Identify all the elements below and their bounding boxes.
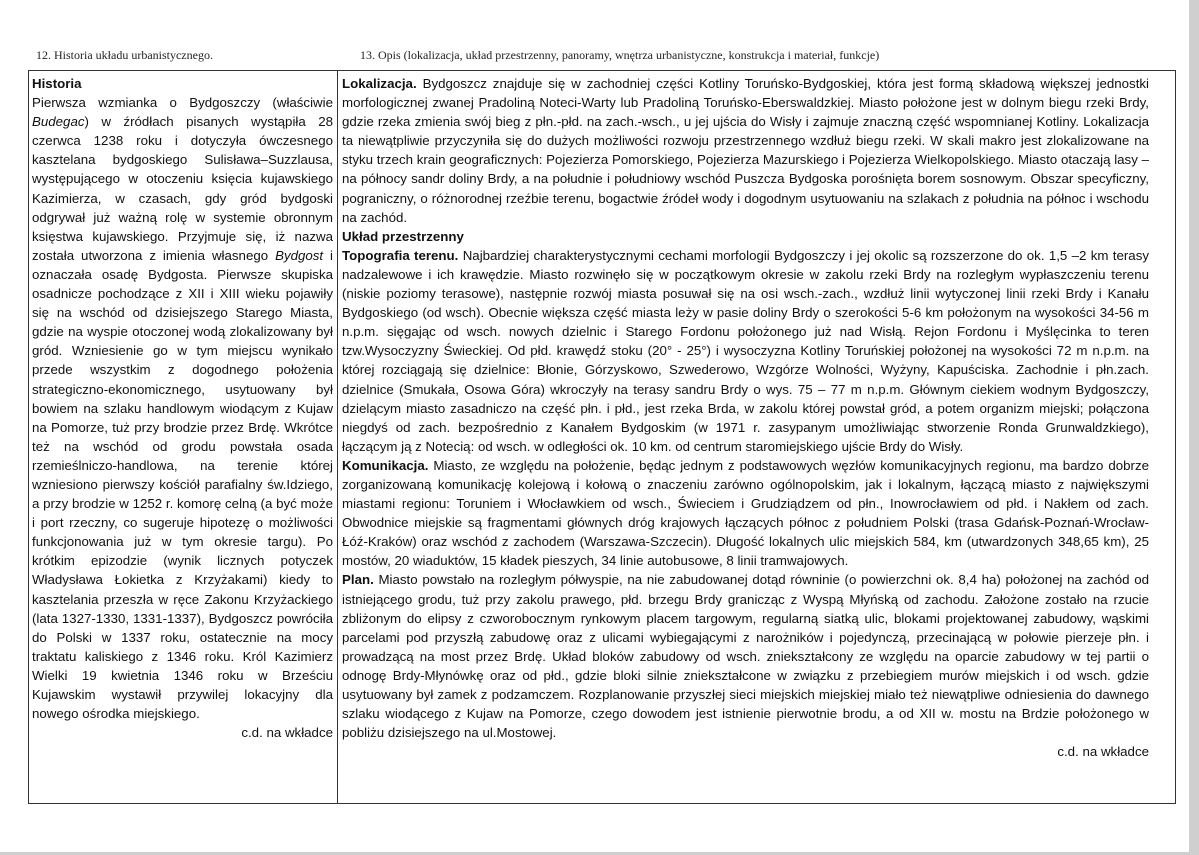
scan-edge-right (1189, 0, 1199, 855)
name-bydgost: Bydgost (275, 247, 324, 263)
plan-paragraph: Plan. Miasto powstało na rozległym półwyspie, na nie zabudowanej dotąd równinie (o powierzchni ok. 8,4 ha) położonej na zachód od istniejącego grodu, tuż przy zakolu prawego, płd. brzegu Brdy granicząc z Wyspą Młyńską od zachodu. Założone zostało na rzucie zbliżonym do elipsy z czworobocznym rynkowym placem targowym, regularną siatką ulic, blokami projektowanej zabudowy, wąskimi parcelami pod przyszłą zabudowę oraz z ulicami wybiegającymi z narożników i pojedynczą, przecinającą w połowie pierzeje płn. i prowadzącą na most przez Brdę. Układ bloków zabudowy od wsch. zniekształcony ze względu na oparcie zabudowy w tej partii o odnogę Brdy-Młynówkę oraz od płd., gdzie bloki silnie zniekształcone w związku z przebiegiem murów miejskich i od wsch. gdzie usytuowany był zamek z podzamczem. Rozplanowanie przyszłej sieci miejskich miejskiej miało też niewątpliwe odniesienia do dawnego szlaku wiodącego z Kujaw na Pomorze, czego dowodem jest istnienie pierwotnie brodu, a od XII w. mostu na Brdzie położonego w pobliżu dzisiejszego na ul.Mostowej. (342, 572, 1149, 741)
spatial-layout-heading: Układ przestrzenny (342, 228, 464, 244)
history-continued-note: c.d. na wkładce (241, 725, 333, 741)
history-paragraph: Pierwsza wzmianka o Bydgoszczy (właściwie Budegac) w źródłach pisanych wystąpiła 28 czerwca 1238 roku i dotyczyła ówczesnego kasztelana bydgoskiego Sulisława–Suzzlausa, występującego w otoczeniu księcia kujawskiego Kazimierza, w czasach, gdy gród bydgoski odgrywał już ważną rolę w systemie obronnym księstwa kujawskiego. Przyjmuje się, iż nazwa została utworzona z imienia własnego Bydgost i oznaczała osadę Bydgosta. Pierwsze skupiska osadnicze pochodzące z XII i XIII wieku pojawiły się na wschód od dzisiejszego Starego Miasta, gdzie na wyspie otoczonej wodą zlokalizowany był gród. Wzniesienie go w tym miejscu wynikało przede wszystkim z dogodnego położenia strategiczno-ekonomicznego, usytuowany był bowiem na szlaku handlowym wiodącym z Kujaw na Pomorze, tuż przy brodzie przez Brdę. Wkrótce też na wschód od grodu powstała osada rzemieślniczo-handlowa, na terenie której wzniesiono pierwszy kościół parafialny św.Idziego, a przy brodzie w 1252 r. komorę celną (a być może i port rzeczny, co sugeruje hipotezę o możliwości funkcjonowania już w tym okresie targu). Po krótkim epizodzie (wynik licznych potyczek Władysława Łokietka z Krzyżakami) kiedy to kasztelania przeszła w ręce Zakonu Krzyżackiego (lata 1327-1330, 1331-1337), Bydgoszcz powróciła do Polski w 1337 roku, ostatecznie na mocy traktatu kaliskiego z 1346 roku. Król Kazimierz Wielki 19 kwietnia 1346 roku w Brześciu Kujawskim wystawił przywilej lokacyjny dla nowego ośrodka miejskiego. (32, 95, 334, 722)
location-label: Lokalizacja. (342, 76, 417, 91)
column-divider (337, 70, 338, 804)
section-13-title: 13. Opis (lokalizacja, układ przestrzenny, panoramy, wnętrza urbanistyczne, konstrukcja i materiał, funkcje) (360, 48, 880, 62)
table-bottom-border (28, 803, 1176, 804)
description-column (342, 74, 1149, 761)
table-top-border (28, 70, 1176, 71)
transport-paragraph: Komunikacja. Miasto, ze względu na położenie, będąc jednym z podstawowych węzłów komunikacyjnych regionu, ma bardzo dobrze zorganizowaną komunikację kolejową i kołową o znaczeniu zarówno ogólnopolskim, jak i lokalnym, łączącą miasto z największymi miastami regionu: Toruniem i Włocławkiem od wsch., Świeciem i Grudziądzem od płn., Inowrocławiem od płd. i Nakłem od zach. Obwodnice miejskie są fragmentami głównych dróg krajowych łączących północ z południem Polski (trasa Gdańsk-Poznań-Wrocław-Łóź-Kraków) oraz wschód z zachodem (Warszawa-Szczecin). Długość lokalnych ulic miejskich 584, km (utwardzonych 348,65 km), 25 mostów, 20 wiaduktów, 15 kładek pieszych, 34 linie autobusowe, 8 linii tramwajowych. (342, 457, 1149, 569)
name-budegac: Budegac (32, 114, 85, 130)
section-12-title: 12. Historia układu urbanistycznego. (36, 48, 213, 62)
topography-paragraph: Topografia terenu. Najbardziej charakterystycznymi cechami morfologii Bydgoszczy i jej okolic są rozszerzone do ok. 1,5 –2 km terasy nadzalewowe i ich krawędzie. Miasto rozwinęło się w początkowym okresie w zakolu rzeki Brdy na rozległym wypłaszczeniu terenu (niskie poziomy terasowe), następnie rozwój miasta posuwał się na osi wsch.-zach., wzdłuż linii wytyczonej linii rzeki Brdy i Kanału Bydgoskiego (od wsch). Obecnie większa część miasta leży w pasie doliny Brdy o szerokości 5-6 km położonym na wysokości 34-56 m n.p.m. sięgając od wsch. nowych dzielnic i Starego Fordonu położonego już nad Wisłą. Rejon Fordonu i Myślęcinka to teren tzw.Wysoczyzny Świeckiej. Od płd. krawędź stoku (20° - 25°) i wysoczyzna Kotliny Toruńskiej położonej na wysokości 72 m n.p.m. na której rozciągają się dzielnice: Błonie, Górzyskowo, Szwederowo, Wzgórze Wolności, Wyżyny, Kapuściska. Zachodnie i płn.zach. dzielnice (Smukała, Osowa Góra) wkroczyły na terasy sandru Brdy o wys. 75 – 77 m n.p.m. Głównym ciekiem wodnym Bydgoszczy, dzielącym miasto zasadniczo na część płn. i płd., jest rzeka Brda, w zakolu której powstał gród, a potem organizm miejski; połączona niegdyś od zach. bezpośrednio z Kanałem Bydgoskim (w 1971 r. zasypanym umożliwiając stworzenie Ronda Grunwaldzkiego), łączącym ją z Notecią: od wsch. w odległości ok. 10 km. od centrum staromiejskiego ujście Brdy do Wisły. (342, 247, 1149, 454)
history-heading: Historia (32, 76, 82, 91)
table-right-border (1175, 70, 1176, 804)
description-continued-note: c.d. na wkładce (1057, 744, 1149, 760)
location-paragraph: Lokalizacja. Bydgoszcz znajduje się w zachodniej części Kotliny Toruńsko-Bydgoskiej, która jest formą składową większej jednostki morfologicznej zwanej Pradoliną Noteci-Warty lub Pradoliną Toruńsko-Eberswaldzkiej. Miasto położone jest w dolnym biegu rzeki Brdy, gdzie rzeka zmienia swój bieg z płn.-płd. na zach.-wsch., u jej ujścia do Wisły i zajmuje znaczną część wspomnianej Kotliny. Lokalizacja ta niewątpliwie przyczyniła się do dużych możliwości rozwoju przestrzennego wzdłuż biegu rzeki. W skali makro jest zlokalizowane na styku trzech krain geograficznych: Pojezierza Pomorskiego, Pojezierza Mazurskiego i Pojezierza Wielkopolskiego. Miasto otaczają lasy – na północy sandr doliny Brdy, a na południe i południowy wschód Puszcza Bydgoska porośnięta borem sosnowym. Obszar specyficzny, pograniczny, o różnorodnej rzeźbie terenu, bogactwie źródeł wody i dogodnym usytuowaniu na szlakach z południa na północ i wschodu na zachód. (342, 76, 1149, 225)
topography-label: Topografia terenu. (342, 247, 459, 263)
history-column (32, 74, 333, 742)
plan-label: Plan. (342, 572, 374, 588)
table-left-border (28, 70, 29, 804)
transport-label: Komunikacja. (342, 457, 429, 473)
